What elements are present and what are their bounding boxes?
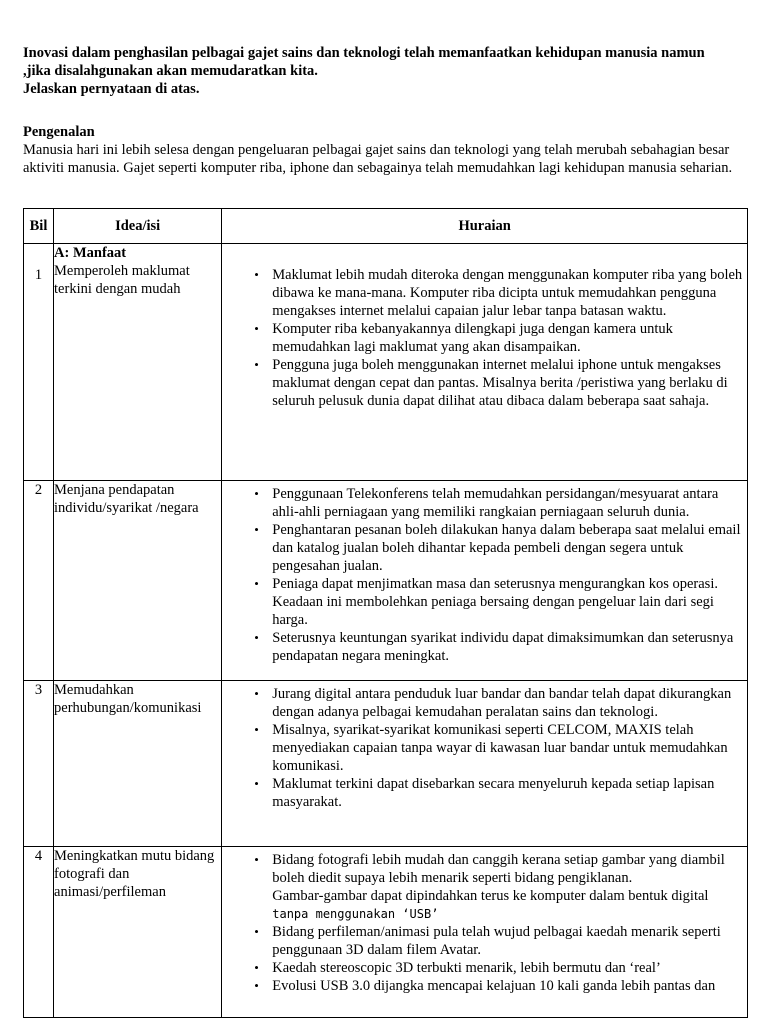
list-item: • Komputer riba kebanyakannya dilengkapi juga dengan kamera untuk memudahkan lagi maklumat yang akan disampaikan. <box>272 320 747 356</box>
bullet-list <box>222 244 747 410</box>
row-number: 4 <box>24 847 54 1018</box>
essay-question <box>23 44 747 98</box>
row-number: 1 <box>24 244 54 481</box>
document-page <box>23 44 747 177</box>
huraian-cell <box>222 481 748 681</box>
list-item <box>272 851 747 923</box>
intro-title: Pengenalan <box>23 124 95 140</box>
header-bil: Bil <box>24 209 54 244</box>
bullet-list <box>222 681 747 811</box>
idea-cell <box>54 244 222 481</box>
list-item: • Pengguna juga boleh menggunakan internet melalui iphone untuk mengakses maklumat dengan cepat dan pantas. Misalnya berita /peristiwa yang berlaku di seluruh pelusuk dunia dapat dilihat atau dibaca dalam beberapa saat sahaja. <box>272 356 747 410</box>
list-item: • Evolusi USB 3.0 dijangka mencapai kelajuan 10 kali ganda lebih pantas dan <box>272 977 747 995</box>
answer-table <box>23 208 748 1018</box>
list-item: • Penghantaran pesanan boleh dilakukan hanya dalam beberapa saat melalui email dan katalog jualan boleh dihantar kepada pembeli dengan segera untuk pengesahan jualan. <box>272 521 747 575</box>
list-item-continuation-2: tanpa menggunakan ‘USB’ <box>272 907 439 921</box>
question-line-3: Jelaskan pernyataan di atas. <box>23 81 200 97</box>
bullet-list <box>222 481 747 665</box>
idea-cell <box>54 481 222 681</box>
list-item: • Misalnya, syarikat-syarikat komunikasi seperti CELCOM, MAXIS telah menyediakan capaian tanpa wayar di kawasan luar bandar untuk memudahkan komunikasi. <box>272 721 747 775</box>
list-item: • Maklumat terkini dapat disebarkan secara menyeluruh kepada setiap lapisan masyarakat. <box>272 775 747 811</box>
row-number: 3 <box>24 681 54 847</box>
huraian-cell <box>222 244 748 481</box>
intro-paragraph: Manusia hari ini lebih selesa dengan pengeluaran pelbagai gajet sains dan teknologi yang telah merubah sebahagian besar aktiviti manusia. Gajet seperti komputer riba, iphone dan sebagainya telah memudahkan lagi kehidupan manusia seharian. <box>23 142 733 176</box>
list-item: • Bidang perfileman/animasi pula telah wujud pelbagai kaedah menarik seperti penggunaan 3D dalam filem Avatar. <box>272 923 747 959</box>
list-item-continuation: Gambar-gambar dapat dipindahkan terus ke komputer dalam bentuk digital <box>272 888 709 904</box>
table-row <box>24 244 748 481</box>
idea-text: Menjana pendapatan individu/syarikat /negara <box>54 482 199 516</box>
row-number: 2 <box>24 481 54 681</box>
table-row <box>24 847 748 1018</box>
table-header-row <box>24 209 748 244</box>
bullet-list <box>222 847 747 995</box>
header-idea: Idea/isi <box>54 209 222 244</box>
idea-text: Memperoleh maklumat terkini dengan mudah <box>54 263 190 297</box>
idea-text: Meningkatkan mutu bidang fotografi dan animasi/perfileman <box>54 848 215 900</box>
list-item: • Peniaga dapat menjimatkan masa dan seterusnya mengurangkan kos operasi. Keadaan ini membolehkan peniaga bersaing dengan pengeluar lain dari segi harga. <box>272 575 747 629</box>
table-row <box>24 681 748 847</box>
list-item: • Jurang digital antara penduduk luar bandar dan bandar telah dapat dikurangkan dengan adanya pelbagai kemudahan peralatan sains dan teknologi. <box>272 685 747 721</box>
list-item: • Penggunaan Telekonferens telah memudahkan persidangan/mesyuarat antara ahli-ahli perniagaan yang memiliki rangkaian perniagaan seluruh dunia. <box>272 485 747 521</box>
huraian-cell <box>222 847 748 1018</box>
idea-cell <box>54 847 222 1018</box>
table-row <box>24 481 748 681</box>
list-item: • Seterusnya keuntungan syarikat individu dapat dimaksimumkan dan seterusnya pendapatan negara meningkat. <box>272 629 747 665</box>
idea-text: Memudahkan perhubungan/komunikasi <box>54 682 202 716</box>
list-item-text: Bidang fotografi lebih mudah dan canggih kerana setiap gambar yang diambil boleh diedit supaya lebih menarik seperti bidang pengiklanan. <box>272 852 725 886</box>
header-huraian: Huraian <box>222 209 748 244</box>
list-item: • Kaedah stereoscopic 3D terbukti menarik, lebih bermutu dan ‘real’ <box>272 959 747 977</box>
huraian-cell <box>222 681 748 847</box>
idea-cell <box>54 681 222 847</box>
list-item: • Maklumat lebih mudah diteroka dengan menggunakan komputer riba yang boleh dibawa ke mana-mana. Komputer riba dicipta untuk memudahkan pengguna mengakses internet melalui capaian jalur lebar tanpa batasan waktu. <box>272 266 747 320</box>
section-heading: A: Manfaat <box>54 245 127 261</box>
question-line-1: Inovasi dalam penghasilan pelbagai gajet sains dan teknologi telah memanfaatkan kehidupan manusia namun <box>23 45 705 61</box>
question-line-2: ,jika disalahgunakan akan memudaratkan kita. <box>23 63 318 79</box>
